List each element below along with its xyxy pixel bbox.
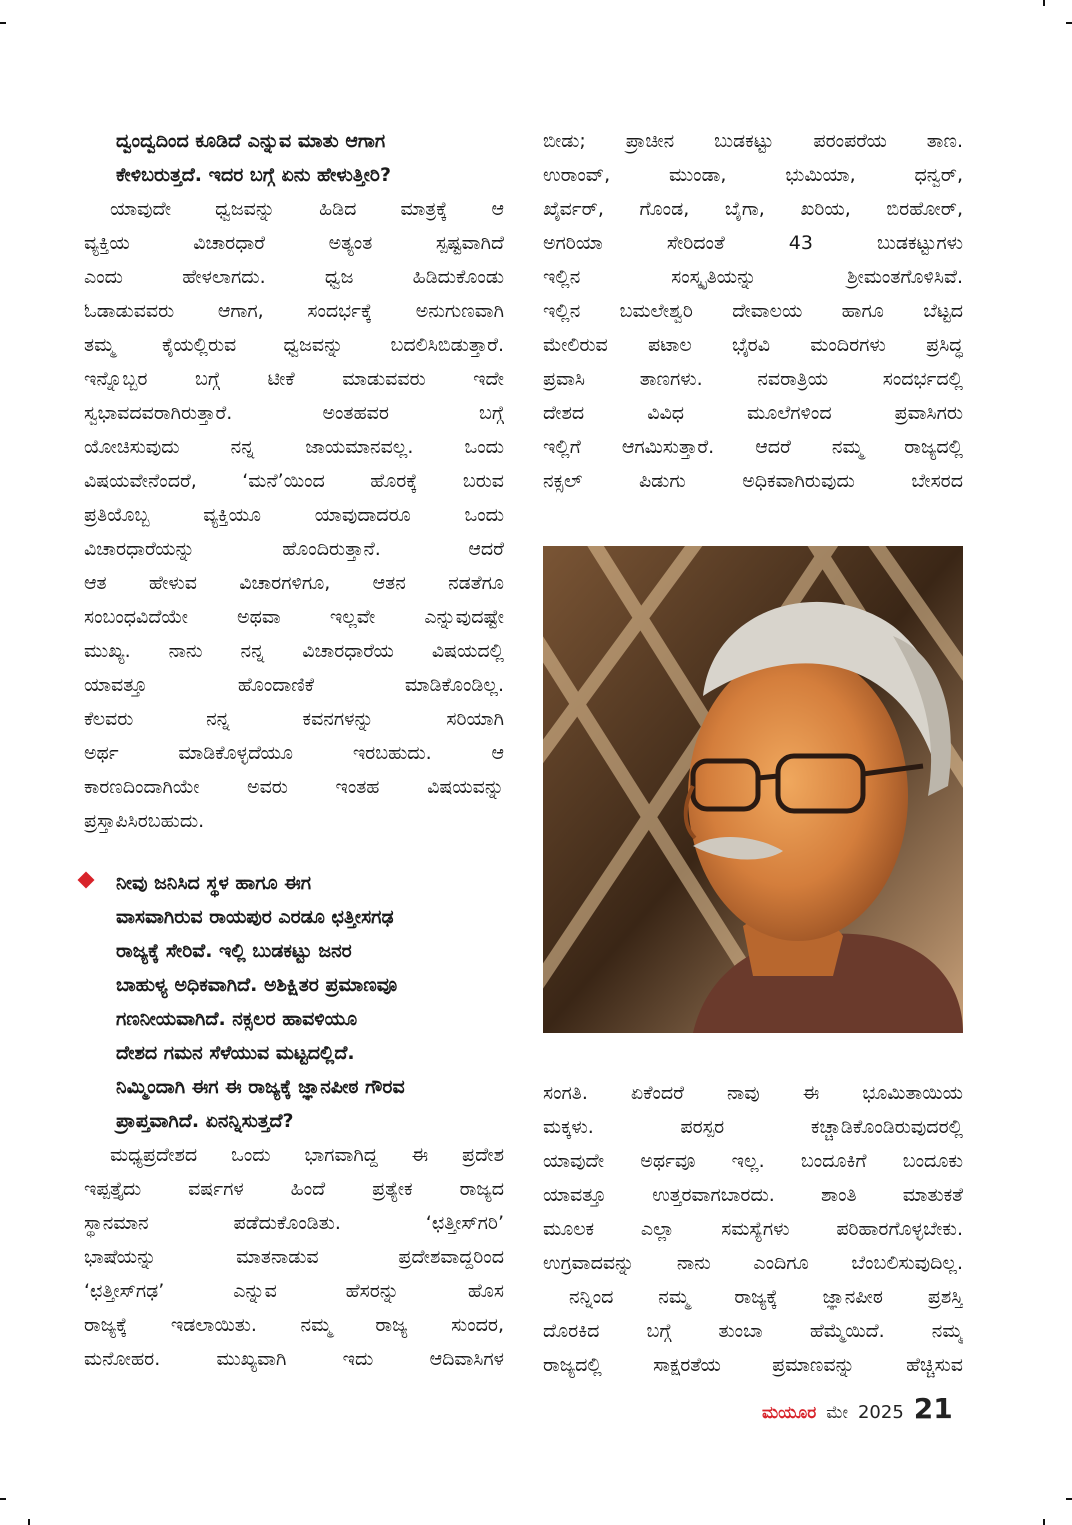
answer-line: ಮುಖ್ಯ. ನಾನು ನನ್ನ ವಿಚಾರಧಾರೆಯ ವಿಷಯದಲ್ಲಿ xyxy=(84,640,504,662)
answer-line: ಪ್ರಸ್ತಾಪಿಸಿರಬಹುದು. xyxy=(84,810,205,832)
answer-line: ಕೆಲವರು ನನ್ನ ಕವನಗಳನ್ನು ಸರಿಯಾಗಿ xyxy=(84,708,504,730)
answer-line: ‘ಛತ್ತೀಸ್‌ಗಢ’ ಎನ್ನುವ ಹೆಸರನ್ನು ಹೊಸ xyxy=(84,1280,504,1302)
question-line: ಬಾಹುಳ್ಯ ಅಧಿಕವಾಗಿದೆ. ಅಶಿಕ್ಷಿತರ ಪ್ರಮಾಣವೂ xyxy=(116,974,398,996)
right-column-bottom xyxy=(543,1076,963,1382)
page-number: 21 xyxy=(913,1392,953,1425)
answer-line: ಇಪ್ಪತ್ತೈದು ವರ್ಷಗಳ ಹಿಂದೆ ಪ್ರತ್ಯೇಕ ರಾಜ್ಯದ xyxy=(84,1178,504,1200)
portrait-illustration xyxy=(543,546,963,1033)
body-line: ಉಗ್ರವಾದವನ್ನು ನಾನು ಎಂದಿಗೂ ಬೆಂಬಲಿಸುವುದಿಲ್ಲ. xyxy=(543,1252,963,1274)
answer-line: ಸಂಬಂಧವಿದೆಯೇ ಅಥವಾ ಇಲ್ಲವೇ ಎನ್ನುವುದಷ್ಟೇ xyxy=(84,606,504,628)
question-line: ವಾಸವಾಗಿರುವ ರಾಯಪುರ ಎರಡೂ ಛತ್ತೀಸಗಢ xyxy=(116,906,394,928)
answer-1 xyxy=(84,192,504,838)
crop-mark-bottom-right-h xyxy=(1066,1498,1072,1500)
crop-mark-top-right-h xyxy=(1066,22,1072,24)
question-line: ದೇಶದ ಗಮನ ಸೆಳೆಯುವ ಮಟ್ಟದಲ್ಲಿದೆ. xyxy=(116,1042,355,1064)
question-line: ಕೇಳಿಬರುತ್ತದೆ. ಇದರ ಬಗ್ಗೆ ಏನು ಹೇಳುತ್ತೀರಿ? xyxy=(116,164,391,186)
answer-line: ಓಡಾಡುವವರು ಆಗಾಗ, ಸಂದರ್ಭಕ್ಕೆ ಅನುಗುಣವಾಗಿ xyxy=(84,300,504,322)
body-line: ದೊರಕಿದ ಬಗ್ಗೆ ತುಂಬಾ ಹೆಮ್ಮೆಯಿದೆ. ನಮ್ಮ xyxy=(543,1320,963,1342)
body-line: ನಕ್ಸಲ್ ಪಿಡುಗು ಅಧಿಕವಾಗಿರುವುದು ಬೇಸರದ xyxy=(543,470,963,492)
crop-mark-bottom-right-v xyxy=(1043,1519,1045,1525)
body-line: ಯಾವುದೇ ಅರ್ಥವೂ ಇಲ್ಲ. ಬಂದೂಕಿಗೆ ಬಂದೂಕು xyxy=(543,1150,963,1172)
question-line: ನೀವು ಜನಿಸಿದ ಸ್ಥಳ ಹಾಗೂ ಈಗ xyxy=(116,872,312,894)
answer-line: ಮಧ್ಯಪ್ರದೇಶದ ಒಂದು ಭಾಗವಾಗಿದ್ದ ಈ ಪ್ರದೇಶ xyxy=(110,1144,504,1166)
crop-mark-top-left xyxy=(0,22,6,24)
answer-line: ಅರ್ಥ ಮಾಡಿಕೊಳ್ಳದೆಯೂ ಇರಬಹುದು. ಆ xyxy=(84,742,504,764)
left-column xyxy=(84,124,504,1376)
body-line: ಇಲ್ಲಿನ ಬಮಲೇಶ್ವರಿ ದೇವಾಲಯ ಹಾಗೂ ಬೆಟ್ಟದ xyxy=(543,300,963,322)
body-line: ಅಗರಿಯಾ ಸೇರಿದಂತೆ 43 ಬುಡಕಟ್ಟುಗಳು xyxy=(543,232,963,254)
author-portrait-photo xyxy=(543,546,963,1033)
question-2 xyxy=(84,866,504,1138)
answer-line: ಎಂದು ಹೇಳಲಾಗದು. ಧ್ವಜ ಹಿಡಿದುಕೊಂಡು xyxy=(84,266,504,288)
magazine-brand: ಮಯೂರ xyxy=(762,1403,817,1423)
body-line: ಇಲ್ಲಿನ ಸಂಸ್ಕೃತಿಯನ್ನು ಶ್ರೀಮಂತಗೊಳಿಸಿವೆ. xyxy=(543,266,963,288)
crop-mark-bottom-left-v xyxy=(28,1519,30,1525)
body-line: ಪ್ರವಾಸಿ ತಾಣಗಳು. ನವರಾತ್ರಿಯ ಸಂದರ್ಭದಲ್ಲಿ xyxy=(543,368,963,390)
right-column-top xyxy=(543,124,963,498)
question-line: ರಾಜ್ಯಕ್ಕೆ ಸೇರಿವೆ. ಇಲ್ಲಿ ಬುಡಕಟ್ಟು ಜನರ xyxy=(116,940,352,962)
answer-line: ಮನೋಹರ. ಮುಖ್ಯವಾಗಿ ಇದು ಆದಿವಾಸಿಗಳ xyxy=(84,1348,504,1370)
answer-line: ಪ್ರತಿಯೊಬ್ಬ ವ್ಯಕ್ತಿಯೂ ಯಾವುದಾದರೂ ಒಂದು xyxy=(84,504,504,526)
answer-line: ಭಾಷೆಯನ್ನು ಮಾತನಾಡುವ ಪ್ರದೇಶವಾದ್ದರಿಂದ xyxy=(84,1246,504,1268)
body-line: ಉರಾಂವ್, ಮುಂಡಾ, ಭುಮಿಯಾ, ಧನ್ವರ್, xyxy=(543,164,963,186)
body-line: ಮೇಲಿರುವ ಪಟಾಲ ಭೈರವಿ ಮಂದಿರಗಳು ಪ್ರಸಿದ್ಧ xyxy=(543,334,963,356)
body-line: ಮಕ್ಕಳು. ಪರಸ್ಪರ ಕಚ್ಚಾಡಿಕೊಂಡಿರುವುದರಲ್ಲಿ xyxy=(543,1116,963,1138)
answer-line: ಆತ ಹೇಳುವ ವಿಚಾರಗಳಿಗೂ, ಆತನ ನಡತೆಗೂ xyxy=(84,572,504,594)
crop-mark-bottom-left xyxy=(0,1498,6,1500)
answer-line: ವಿಷಯವೇನೆಂದರೆ, ‘ಮನೆ’ಯಿಂದ ಹೊರಕ್ಕೆ ಬರುವ xyxy=(84,470,504,492)
body-line: ನನ್ನಿಂದ ನಮ್ಮ ರಾಜ್ಯಕ್ಕೆ ಜ್ಞಾನಪೀಠ ಪ್ರಶಸ್ತಿ xyxy=(569,1286,963,1308)
answer-line: ವ್ಯಕ್ತಿಯ ವಿಚಾರಧಾರೆ ಅತ್ಯಂತ ಸ್ಪಷ್ಟವಾಗಿದೆ xyxy=(84,232,504,254)
answer-line: ಯಾವುದೇ ಧ್ವಜವನ್ನು ಹಿಡಿದ ಮಾತ್ರಕ್ಕೆ ಆ xyxy=(110,198,504,220)
answer-2 xyxy=(84,1138,504,1376)
body-line: ರಾಜ್ಯದಲ್ಲಿ ಸಾಕ್ಷರತೆಯ ಪ್ರಮಾಣವನ್ನು ಹೆಚ್ಚಿಸುವ xyxy=(543,1354,963,1376)
answer-line: ರಾಜ್ಯಕ್ಕೆ ಇಡಲಾಯಿತು. ನಮ್ಮ ರಾಜ್ಯ ಸುಂದರ, xyxy=(84,1314,504,1336)
answer-line: ಯೋಚಿಸುವುದು ನನ್ನ ಜಾಯಮಾನವಲ್ಲ. ಒಂದು xyxy=(84,436,504,458)
body-line: ಖೈರ್ವರ್, ಗೊಂಡ, ಬೈಗಾ, ಖರಿಯ, ಬಿರಹೋರ್, xyxy=(543,198,963,220)
answer-line: ವಿಚಾರಧಾರೆಯನ್ನು ಹೊಂದಿರುತ್ತಾನೆ. ಆದರೆ xyxy=(84,538,504,560)
page-footer xyxy=(762,1392,953,1432)
answer-line: ಇನ್ನೊಬ್ಬರ ಬಗ್ಗೆ ಟೀಕೆ ಮಾಡುವವರು ಇದೇ xyxy=(84,368,504,390)
answer-line: ಕಾರಣದಿಂದಾಗಿಯೇ ಅವರು ಇಂತಹ ವಿಷಯವನ್ನು xyxy=(84,776,504,798)
question-line: ಗಣನೀಯವಾಗಿದೆ. ನಕ್ಸಲರ ಹಾವಳಿಯೂ xyxy=(116,1008,358,1030)
body-line: ಬೀಡು; ಪ್ರಾಚೀನ ಬುಡಕಟ್ಟು ಪರಂಪರೆಯ ತಾಣ. xyxy=(543,130,963,152)
body-line: ಇಲ್ಲಿಗೆ ಆಗಮಿಸುತ್ತಾರೆ. ಆದರೆ ನಮ್ಮ ರಾಜ್ಯದಲ್ಲಿ xyxy=(543,436,963,458)
answer-line: ಯಾವತ್ತೂ ಹೊಂದಾಣಿಕೆ ಮಾಡಿಕೊಂಡಿಲ್ಲ. xyxy=(84,674,504,696)
body-line: ಸಂಗತಿ. ಏಕೆಂದರೆ ನಾವು ಈ ಭೂಮಿತಾಯಿಯ xyxy=(543,1082,963,1104)
question-line: ಪ್ರಾಪ್ತವಾಗಿದೆ. ಏನನ್ನಿಸುತ್ತದೆ? xyxy=(116,1110,294,1132)
crop-mark-top-right xyxy=(1043,0,1045,6)
answer-line: ತಮ್ಮ ಕೈಯಲ್ಲಿರುವ ಧ್ವಜವನ್ನು ಬದಲಿಸಿಬಿಡುತ್ತಾರೆ. xyxy=(84,334,504,356)
answer-line: ಸ್ಥಾನಮಾನ ಪಡೆದುಕೊಂಡಿತು. ‘ಛತ್ತೀಸ್‌ಗರಿ’ xyxy=(84,1212,504,1234)
spacer xyxy=(84,838,504,866)
question-line: ದ್ವಂದ್ವದಿಂದ ಕೂಡಿದೆ ಎನ್ನುವ ಮಾತು ಆಗಾಗ xyxy=(116,130,386,152)
body-line: ದೇಶದ ವಿವಿಧ ಮೂಲೆಗಳಿಂದ ಪ್ರವಾಸಿಗರು xyxy=(543,402,963,424)
question-1 xyxy=(84,124,504,192)
body-line: ಯಾವತ್ತೂ ಉತ್ತರವಾಗಬಾರದು. ಶಾಂತಿ ಮಾತುಕತೆ xyxy=(543,1184,963,1206)
answer-line: ಸ್ವಭಾವದವರಾಗಿರುತ್ತಾರೆ. ಅಂತಹವರ ಬಗ್ಗೆ xyxy=(84,402,504,424)
question-line: ನಿಮ್ಮಿಂದಾಗಿ ಈಗ ಈ ರಾಜ್ಯಕ್ಕೆ ಜ್ಞಾನಪೀಠ ಗೌರವ xyxy=(116,1076,405,1098)
issue-year: 2025 xyxy=(857,1402,904,1423)
body-line: ಮೂಲಕ ಎಲ್ಲಾ ಸಮಸ್ಯೆಗಳು ಪರಿಹಾರಗೊಳ್ಳಬೇಕು. xyxy=(543,1218,963,1240)
issue-month: ಮೇ xyxy=(826,1403,848,1423)
